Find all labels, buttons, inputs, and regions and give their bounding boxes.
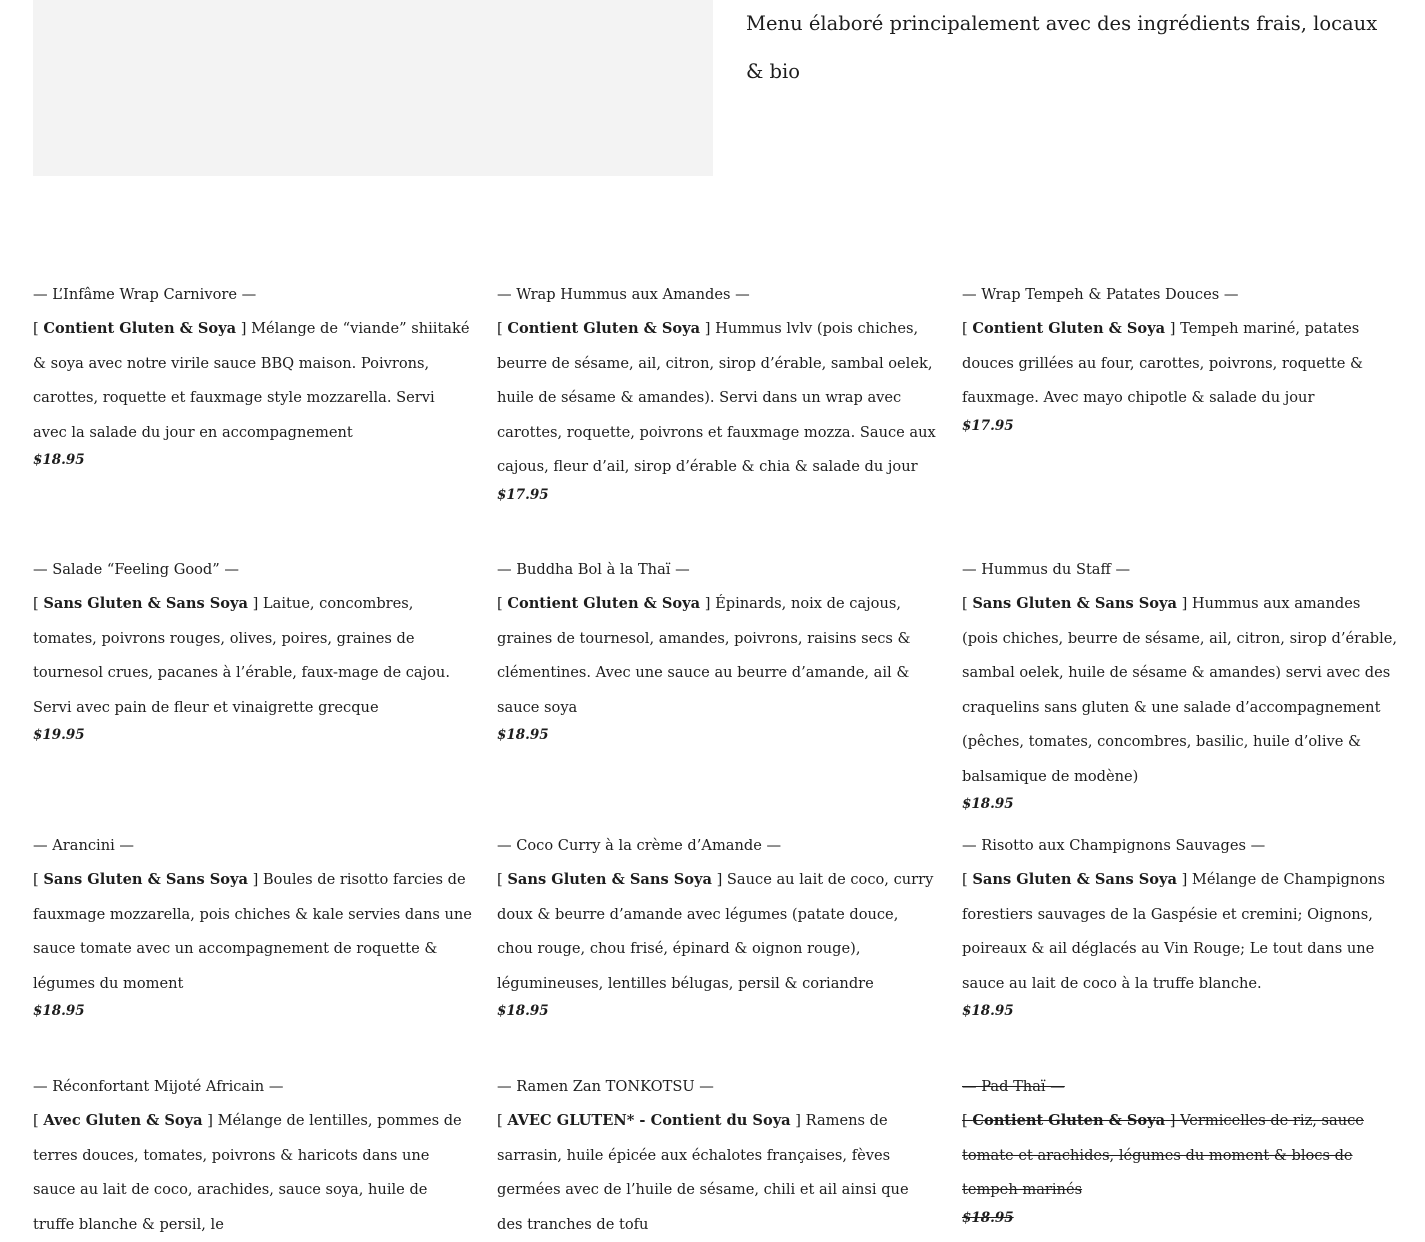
allergen-open-bracket: [ — [497, 871, 508, 888]
menu-item-price: $18.95 — [497, 727, 549, 743]
allergen-open-bracket: [ — [497, 595, 508, 612]
menu-item-description — [962, 1104, 1398, 1208]
menu-item-price: $18.95 — [962, 1209, 1014, 1226]
allergen-close-bracket: ] — [247, 595, 259, 612]
menu-item-title: — Coco Curry à la crème d’Amande — — [497, 837, 782, 854]
allergen-open-bracket: [ — [33, 595, 44, 612]
menu-item-text: Sauce au lait de coco, curry doux & beurre d’amande avec légumes (patate douce, chou rouge, chou frisé, épinard & oignon rouge), légumineuses, lentilles bélugas, persil & coriandre — [497, 871, 934, 992]
allergen-tag: Sans Gluten & Sans Soya — [972, 871, 1177, 888]
menu-item-title: — L’Infâme Wrap Carnivore — — [33, 286, 257, 303]
hero-image-placeholder — [33, 0, 713, 176]
menu-item-price: $18.95 — [33, 1003, 85, 1019]
allergen-open-bracket: [ — [962, 320, 973, 337]
menu-item-description — [33, 863, 473, 1001]
allergen-close-bracket: ] — [711, 871, 723, 888]
menu-item-price: $18.95 — [962, 1003, 1014, 1019]
allergen-tag: Sans Gluten & Sans Soya — [507, 871, 712, 888]
menu-item-price: $17.95 — [962, 417, 1014, 434]
menu-item-description — [33, 1104, 473, 1242]
allergen-close-bracket: ] — [1165, 320, 1176, 337]
menu-item-title: — Risotto aux Champignons Sauvages — — [962, 837, 1266, 854]
menu-item-description — [962, 312, 1398, 416]
allergen-tag: Avec Gluten & Soya — [43, 1112, 203, 1129]
menu-item-ramen-tonkotsu — [497, 1077, 937, 1242]
allergen-tag: Contient Gluten & Soya — [507, 595, 701, 612]
allergen-open-bracket: [ — [497, 1112, 508, 1129]
menu-item-description — [497, 863, 937, 1001]
allergen-close-bracket: ] — [1165, 1112, 1176, 1129]
menu-item-description — [33, 312, 473, 450]
menu-item-description — [962, 863, 1398, 1001]
allergen-open-bracket: [ — [962, 595, 973, 612]
allergen-open-bracket: [ — [497, 320, 508, 337]
allergen-close-bracket: ] — [247, 871, 259, 888]
menu-item-wrap-tempeh — [962, 285, 1398, 436]
menu-item-text: Épinards, noix de cajous, graines de tournesol, amandes, poivrons, raisins secs & clémentines. Avec une sauce au beurre d’amande, ail & sauce soya — [497, 595, 911, 716]
menu-item-text: Mélange de Champignons forestiers sauvages de la Gaspésie et cremini; Oignons, poireaux & ail déglacés au Vin Rouge; Le tout dans une sauce au lait de coco à la truffe blanche. — [962, 871, 1386, 992]
menu-item-description — [497, 312, 937, 485]
menu-intro-text: Menu élaboré principalement avec des ingrédients frais, locaux & bio — [746, 12, 1378, 83]
allergen-open-bracket: [ — [33, 871, 44, 888]
menu-item-text: Hummus lvlv (pois chiches, beurre de sésame, ail, citron, sirop d’érable, sambal oelek, huile de sésame & amandes). Servi dans un wrap avec carottes, roquette, poivrons et fauxmage mozza. Sauce aux cajous, fleur d’ail, sirop d’érable & chia & salade du jour — [497, 320, 936, 475]
allergen-close-bracket: ] — [236, 320, 247, 337]
menu-item-price: $18.95 — [33, 452, 85, 468]
allergen-tag: Contient Gluten & Soya — [972, 1112, 1166, 1129]
allergen-close-bracket: ] — [700, 595, 711, 612]
allergen-tag: Contient Gluten & Soya — [507, 320, 701, 337]
allergen-open-bracket: [ — [962, 1112, 973, 1129]
menu-item-wrap-hummus — [497, 285, 937, 505]
allergen-tag: Contient Gluten & Soya — [43, 320, 237, 337]
menu-item-wrap-carnivore — [33, 285, 473, 470]
allergen-close-bracket: ] — [202, 1112, 213, 1129]
menu-item-description — [497, 587, 937, 725]
menu-item-title: — Salade “Feeling Good” — — [33, 561, 239, 578]
allergen-tag: Sans Gluten & Sans Soya — [972, 595, 1177, 612]
menu-item-price: $19.95 — [33, 727, 85, 743]
menu-item-arancini — [33, 836, 473, 1021]
menu-item-mijote-africain — [33, 1077, 473, 1242]
menu-item-text: Vermicelles de riz, sauce tomate et arachides, légumes du moment & blocs de tempeh marinés — [962, 1112, 1364, 1198]
menu-item-description — [497, 1104, 937, 1242]
menu-item-text: Mélange de “viande” shiitaké & soya avec notre virile sauce BBQ maison. Poivrons, carottes, roquette et fauxmage style mozzarella. Servi avec la salade du jour en accompagnement — [33, 320, 470, 441]
allergen-open-bracket: [ — [33, 320, 44, 337]
menu-item-price: $17.95 — [497, 486, 549, 503]
allergen-close-bracket: ] — [1176, 871, 1188, 888]
menu-item-description — [33, 587, 473, 725]
menu-item-buddha-bol — [497, 560, 937, 745]
allergen-open-bracket: [ — [962, 871, 973, 888]
menu-item-title: — Ramen Zan TONKOTSU — — [497, 1078, 714, 1095]
menu-item-title: — Buddha Bol à la Thaï — — [497, 561, 690, 578]
menu-item-text: Mélange de lentilles, pommes de terres douces, tomates, poivrons & haricots dans une sauce au lait de coco, arachides, sauce soya, huile de truffe blanche & persil, le — [33, 1112, 462, 1233]
menu-item-title: — Wrap Hummus aux Amandes — — [497, 286, 750, 303]
allergen-tag: Sans Gluten & Sans Soya — [43, 871, 248, 888]
allergen-tag: Contient Gluten & Soya — [972, 320, 1166, 337]
menu-item-salade-feeling-good — [33, 560, 473, 745]
menu-item-price: $18.95 — [962, 796, 1014, 812]
menu-item-title: — Réconfortant Mijoté Africain — — [33, 1078, 284, 1095]
menu-item-price: $18.95 — [497, 1003, 549, 1019]
menu-item-text: Hummus aux amandes (pois chiches, beurre de sésame, ail, citron, sirop d’érable, sambal oelek, huile de sésame & amandes) servi avec des craquelins sans gluten & une salade d’accompagnement (pêches, tomates, concombres, basilic, huile d’olive & balsamique de modène) — [962, 595, 1398, 785]
menu-item-text: Laitue, concombres, tomates, poivrons rouges, olives, poires, graines de tournesol crues, pacanes à l’érable, faux-mage de cajou. Servi avec pain de fleur et vinaigrette grecque — [33, 595, 450, 716]
menu-item-hummus-staff — [962, 560, 1398, 814]
menu-item-coco-curry — [497, 836, 937, 1021]
menu-item-text: Ramens de sarrasin, huile épicée aux échalotes françaises, fèves germées avec de l’huile de sésame, chili et ail ainsi que des tranches de tofu — [497, 1112, 909, 1233]
menu-item-title: — Arancini — — [33, 837, 134, 854]
allergen-tag: Sans Gluten & Sans Soya — [43, 595, 248, 612]
menu-item-title: — Pad Thaï — — [962, 1078, 1065, 1095]
menu-item-title: — Hummus du Staff — — [962, 561, 1131, 578]
allergen-close-bracket: ] — [700, 320, 711, 337]
menu-item-risotto-champignons — [962, 836, 1398, 1021]
allergen-close-bracket: ] — [1176, 595, 1188, 612]
allergen-close-bracket: ] — [790, 1112, 801, 1129]
menu-item-title: — Wrap Tempeh & Patates Douces — — [962, 286, 1239, 303]
menu-item-pad-thai-unavailable — [962, 1077, 1398, 1228]
menu-item-text: Boules de risotto farcies de fauxmage mozzarella, pois chiches & kale servies dans une sauce tomate avec un accompagnement de roquette & légumes du moment — [33, 871, 472, 992]
allergen-tag: AVEC GLUTEN* - Contient du Soya — [507, 1112, 791, 1129]
allergen-open-bracket: [ — [33, 1112, 44, 1129]
menu-item-text: Tempeh mariné, patates douces grillées au four, carottes, poivrons, roquette & fauxmage. Avec mayo chipotle & salade du jour — [962, 320, 1364, 406]
menu-item-description — [962, 587, 1398, 794]
